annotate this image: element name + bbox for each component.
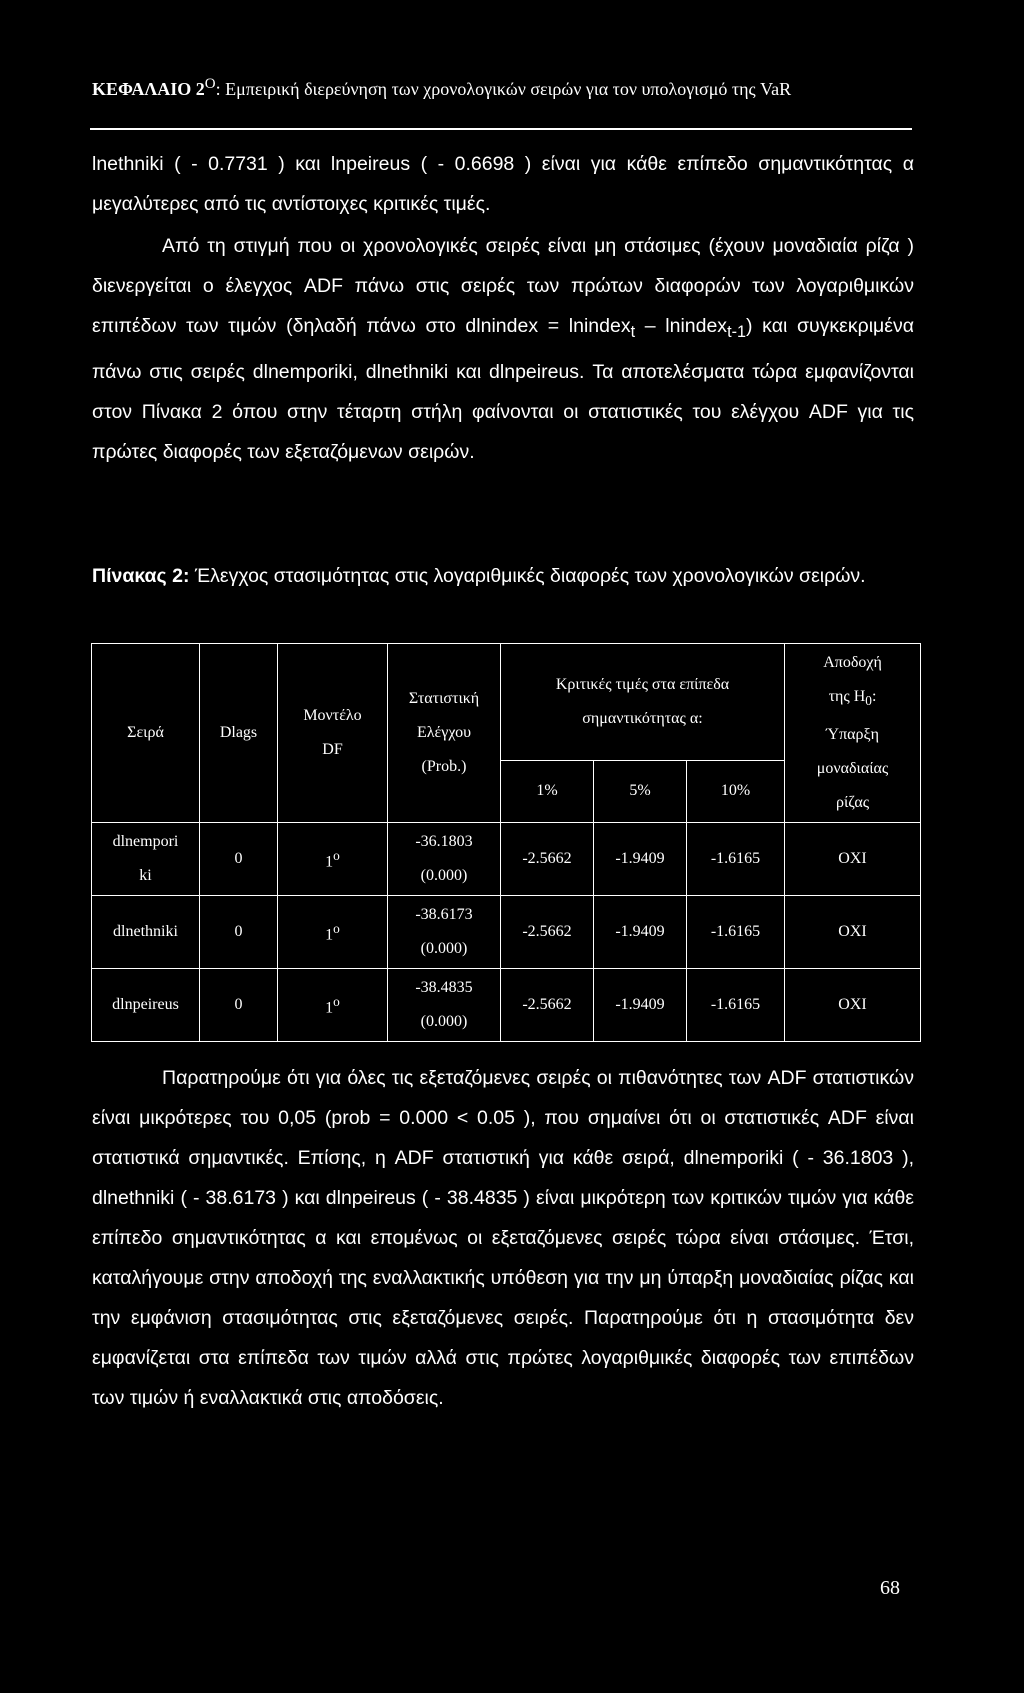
series-line2: ki [139, 867, 152, 885]
header-lags: Dlags [200, 644, 278, 823]
series-line1: dlnempori [112, 833, 179, 851]
model-superscript: ο [333, 848, 340, 864]
header-series: Σειρά [92, 644, 200, 823]
header-crit-10pct: 10% [687, 760, 785, 822]
model-superscript: ο [333, 994, 340, 1010]
stat-value: -36.1803 [415, 833, 473, 851]
para2-part2: – lnindex [635, 315, 728, 337]
table-row [92, 969, 921, 1042]
cell-statistic [388, 823, 501, 896]
prob-value: (0.000) [420, 867, 468, 885]
cell-series [92, 823, 200, 896]
header-crit-1pct: 1% [501, 760, 594, 822]
prob-value: (0.000) [420, 940, 468, 958]
model-value: 1 [325, 853, 334, 871]
cell-series: dlnpeireus [92, 969, 200, 1042]
table-header-row [92, 644, 921, 761]
header-model-line1: Μοντέλο [303, 707, 362, 725]
intro-text: lnethniki ( - 0.7731 ) και lnpeireus ( - 0.6698 ) είναι για κάθε επίπεδο σημαντικότητας α μεγαλύτερες από τις αντίστοιχες κριτικές τιμές. [92, 153, 914, 215]
table-row [92, 896, 921, 969]
model-superscript: ο [333, 921, 340, 937]
cell-lags: 0 [200, 896, 278, 969]
prob-value: (0.000) [420, 1013, 468, 1031]
table-row [92, 823, 921, 896]
header-crit-5pct: 5% [594, 760, 687, 822]
table-caption [92, 556, 914, 596]
intro-paragraph [92, 144, 914, 224]
header-acc-colon: : [871, 688, 877, 705]
cell-acceptance: ΟΧΙ [785, 823, 921, 896]
chapter-superscript: Ο [204, 76, 216, 92]
chapter-title: : Εμπειρική διερεύνηση των χρονολογικών σειρών για τον υπολογισμό της VaR [215, 79, 792, 99]
page-header [92, 76, 914, 100]
cell-crit-1pct: -2.5662 [501, 823, 594, 896]
cell-acceptance: ΟΧΙ [785, 969, 921, 1042]
header-acc-line4: μοναδιαίας [816, 760, 889, 778]
header-model-line2: DF [322, 741, 343, 759]
cell-crit-5pct: -1.9409 [594, 823, 687, 896]
cell-crit-10pct: -1.6165 [687, 823, 785, 896]
cell-statistic [388, 969, 501, 1042]
page-number: 68 [880, 1577, 900, 1599]
cell-crit-1pct: -2.5662 [501, 896, 594, 969]
header-acceptance [785, 644, 921, 823]
header-acc-line2: της H [828, 688, 866, 705]
cell-crit-5pct: -1.9409 [594, 896, 687, 969]
stat-value: -38.4835 [415, 979, 473, 997]
model-value: 1 [325, 926, 334, 944]
cell-series: dlnethniki [92, 896, 200, 969]
header-statistic [388, 644, 501, 823]
header-stat-line2: Ελέγχου [417, 724, 471, 742]
header-acc-line3: Ύπαρξη [826, 726, 880, 744]
header-crit-line1: Κριτικές τιμές στα επίπεδα [555, 675, 730, 693]
caption-label: Πίνακας 2: [92, 565, 190, 587]
para2-subscript-t1: t-1 [727, 322, 747, 341]
paragraph-adf-differences [92, 226, 914, 472]
cell-lags: 0 [200, 969, 278, 1042]
model-value: 1 [325, 999, 334, 1017]
cell-model [278, 896, 388, 969]
paragraph-adf-text [92, 226, 914, 472]
cell-crit-10pct: -1.6165 [687, 969, 785, 1042]
cell-model [278, 823, 388, 896]
header-crit-line2: σημαντικότητας α: [582, 709, 703, 727]
chapter-label: ΚΕΦΑΛΑΙΟ 2 [92, 79, 205, 99]
cell-statistic [388, 896, 501, 969]
header-critical-values [501, 644, 785, 761]
cell-crit-1pct: -2.5662 [501, 969, 594, 1042]
para2-subscript-t: t [630, 322, 636, 341]
stationarity-table [91, 643, 921, 1042]
header-stat-line3: (Prob.) [421, 758, 467, 776]
cell-crit-10pct: -1.6165 [687, 896, 785, 969]
conclusion-text: Παρατηρούμε ότι για όλες τις εξεταζόμενες σειρές οι πιθανότητες των ADF στατιστικών είναι μικρότερες του 0,05 (prob = 0.000 < 0.05 ), που σημαίνει ότι οι στατιστικές ADF είναι στατιστικά σημαντικές. Επίσης, η ADF στατιστική για κάθε σειρά, dlnemporiki ( - 36.1803 ), dlnethniki ( - 38.6173 ) και dlnpeireus ( - 38.4835 ) είναι μικρότερη των κριτικών τιμών για κάθε επίπεδο σημαντικότητας α και επομένως οι εξεταζόμενες σειρές τώρα είναι στάσιμες. Έτσι, καταλήγουμε στην αποδοχή της εναλλακτικής υπόθεση για την μη ύπαρξη μοναδιαίας ρίζας και την εμφάνιση στασιμότητας στις εξεταζόμενες σειρές. Παρατηρούμε ότι η στασιμότητα δεν εμφανίζεται στα επίπεδα των τιμών αλλά στις πρώτες λογαριθμικές διαφορές των επιπέδων των τιμών ή εναλλακτικά στις αποδόσεις. [92, 1067, 914, 1409]
header-acc-line5: ρίζας [835, 794, 870, 812]
header-stat-line1: Στατιστική [408, 690, 480, 708]
cell-lags: 0 [200, 823, 278, 896]
cell-crit-5pct: -1.9409 [594, 969, 687, 1042]
header-acc-line1: Αποδοχή [823, 654, 882, 671]
header-rule [90, 128, 912, 130]
para2-part3: ) και συγκεκριμένα πάνω στις σειρές dlnemporiki, dlnethniki και dlnpeireus. Τα αποτελέσματα τώρα εμφανίζονται στον Πίνακα 2 όπου στην τέταρτη στήλη φαίνονται οι στατιστικές του ελέγχου ADF για τις πρώτες διαφορές των εξεταζόμενων σειρών. [92, 315, 914, 463]
cell-model [278, 969, 388, 1042]
header-model [278, 644, 388, 823]
caption-text: Έλεγχος στασιμότητας στις λογαριθμικές διαφορές των χρονολογικών σειρών. [189, 565, 866, 587]
stat-value: -38.6173 [415, 906, 473, 924]
cell-acceptance: ΟΧΙ [785, 896, 921, 969]
conclusion-paragraph [92, 1058, 914, 1418]
header-acc-sub: 0 [865, 693, 872, 709]
para2-part1: Από τη στιγμή που οι χρονολογικές σειρές είναι μη στάσιμες (έχουν μοναδιαία ρίζα ) διενεργείται ο έλεγχος ADF πάνω στις σειρές των πρώτων διαφορών των λογαριθμικών επιπέδων των τιμών (δηλαδή πάνω στο dlnindex = lnindex [92, 235, 914, 337]
